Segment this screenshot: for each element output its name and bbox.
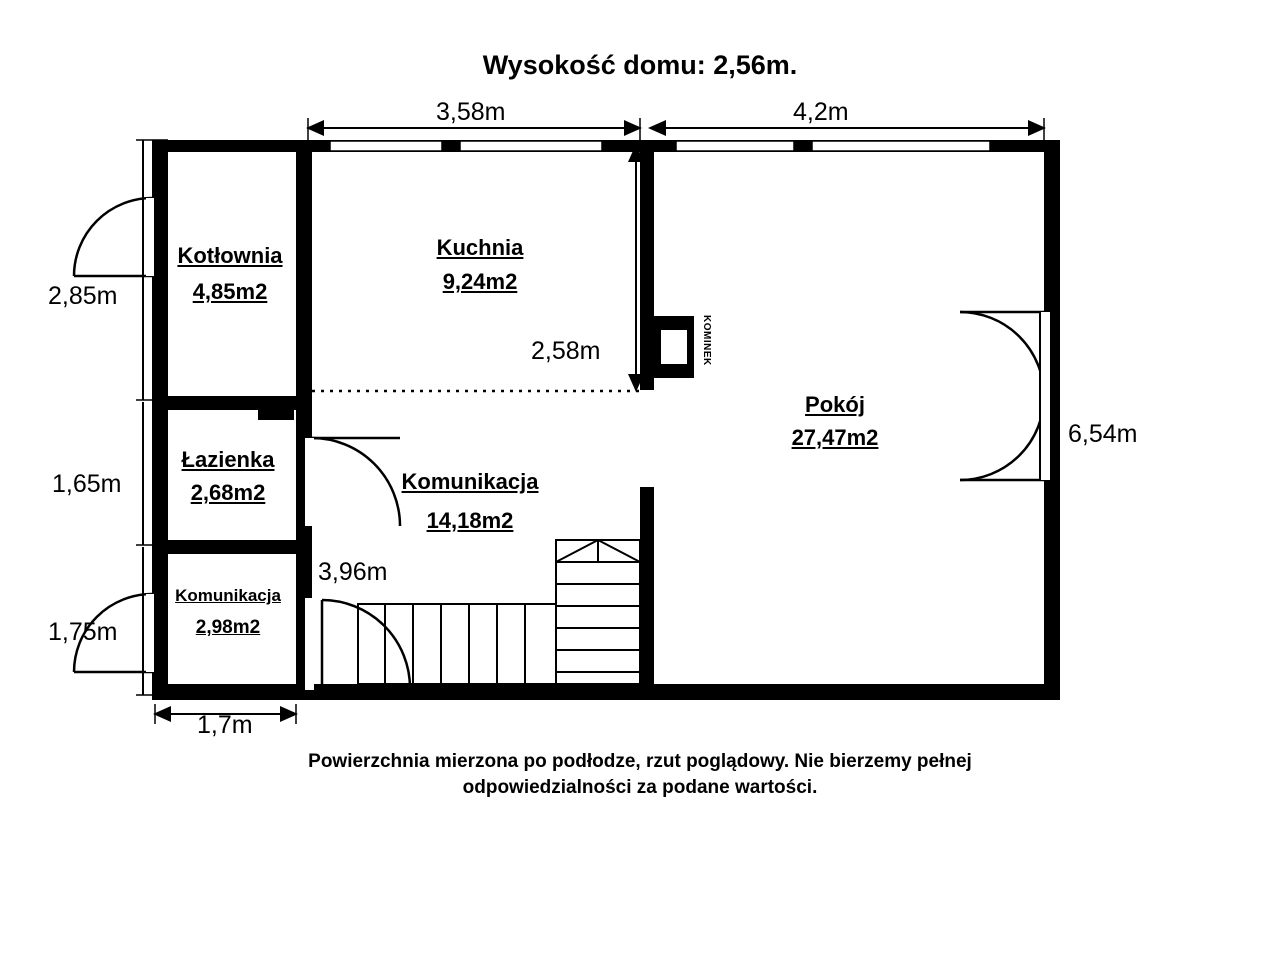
dimension-left-middle: 1,65m bbox=[52, 470, 122, 498]
room-area-pokoj: 27,47m2 bbox=[791, 425, 879, 450]
room-label-komunikacja-small: Komunikacja bbox=[175, 586, 281, 605]
room-label-pokoj: Pokój bbox=[805, 392, 865, 417]
wall-interior-v1 bbox=[296, 140, 312, 410]
room-area-kuchnia: 9,24m2 bbox=[442, 269, 518, 294]
window-room-2 bbox=[812, 141, 990, 151]
room-area-komunikacja: 14,18m2 bbox=[426, 508, 514, 533]
dimension-top-left: 3,58m bbox=[436, 98, 506, 126]
room-label-kuchnia: Kuchnia bbox=[436, 235, 524, 260]
wall-bottom bbox=[152, 684, 1060, 700]
dimension-bottom-left: 1,7m bbox=[197, 711, 253, 739]
stairs-lower-outline bbox=[358, 604, 556, 684]
room-area-komunikacja-small: 2,98m2 bbox=[195, 617, 261, 638]
dimension-inner-horizontal: 3,96m bbox=[318, 558, 388, 586]
wall-interior-v4 bbox=[640, 140, 654, 390]
wall-top-left bbox=[152, 140, 320, 152]
chimney-label: KOMINEK bbox=[701, 315, 712, 366]
window-kitchen-2 bbox=[460, 141, 602, 151]
door-gap-komunikacja-inner bbox=[305, 598, 314, 690]
room-label-lazienka: Łazienka bbox=[181, 447, 275, 472]
walls bbox=[152, 140, 1060, 700]
room-area-lazienka: 2,68m2 bbox=[190, 480, 266, 505]
chimney-inner bbox=[661, 330, 687, 364]
dimension-top-right: 4,2m bbox=[793, 98, 849, 126]
dimension-inner-vertical: 2,58m bbox=[531, 337, 601, 365]
door-gap-pokoj bbox=[1040, 312, 1050, 480]
wall-stub-lazienka bbox=[258, 410, 294, 420]
door-arc-kotlownia bbox=[74, 198, 152, 276]
window-kitchen-1 bbox=[330, 141, 442, 151]
dimension-left-upper: 2,85m bbox=[48, 282, 118, 310]
door-arc-komunikacja-inner bbox=[322, 600, 410, 688]
wall-interior-h1 bbox=[152, 396, 312, 410]
footnote-line-2: odpowiedzialności za podane wartości. bbox=[462, 777, 818, 798]
room-area-kotlownia: 4,85m2 bbox=[192, 279, 268, 304]
dimension-left-lower: 1,75m bbox=[48, 618, 118, 646]
door-arc-pokoj-lower bbox=[960, 396, 1044, 480]
footnote-line-1: Powierzchnia mierzona po podłodze, rzut poglądowy. Nie bierzemy pełnej bbox=[308, 751, 972, 772]
window-room-1 bbox=[676, 141, 794, 151]
page-title: Wysokość domu: 2,56m. bbox=[482, 50, 798, 80]
room-label-kotlownia: Kotłownia bbox=[177, 243, 283, 268]
door-arc-pokoj-upper bbox=[960, 312, 1044, 396]
wall-interior-v5 bbox=[640, 487, 654, 700]
dimension-right-side: 6,54m bbox=[1068, 420, 1138, 448]
wall-left bbox=[152, 140, 168, 700]
room-label-komunikacja: Komunikacja bbox=[401, 469, 539, 494]
wall-interior-h2 bbox=[152, 540, 312, 554]
stairs bbox=[358, 540, 640, 684]
